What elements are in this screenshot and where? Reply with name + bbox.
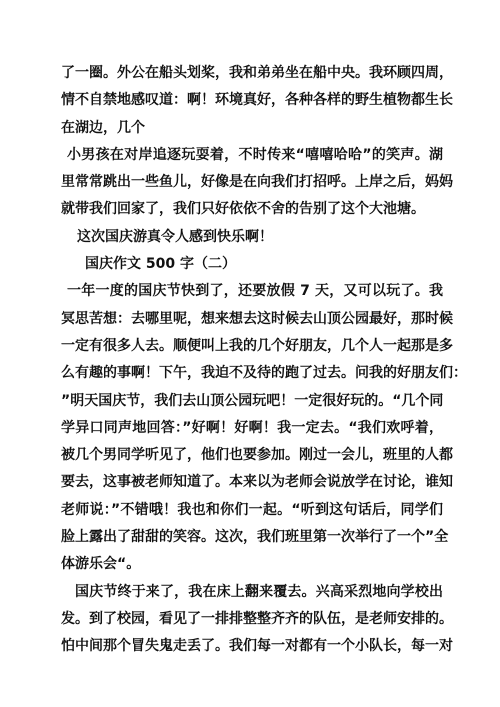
paragraph-line: 小男孩在对岸追逐玩耍着，不时传来“嘻嘻哈哈”的笑声。湖	[67, 146, 443, 163]
paragraph-line: 体游乐会“。	[61, 556, 141, 573]
paragraph-line: 在湖边，几个	[61, 119, 145, 136]
paragraph-line: 要去，这事被老师知道了。本来以为老师会说放学在讨论，谁知	[61, 474, 453, 491]
paragraph-line: 国庆作文 500 字（二）	[85, 256, 236, 273]
paragraph-line: 这次国庆游真令人感到快乐啊！	[77, 228, 273, 245]
paragraph-line: 脸上露出了甜甜的笑容。这次，我们班里第一次举行了一个”全	[61, 529, 449, 546]
paragraph-line: 发。到了校园，看见了一排排整整齐齐的队伍，是老师安排的。	[61, 610, 453, 627]
document-body	[61, 60, 467, 661]
paragraph-line: 一定有很多人去。顺便叫上我的几个好朋友，几个人一起那是多	[61, 337, 453, 354]
paragraph-line: 了一圈。外公在船头划桨，我和弟弟坐在船中央。我环顾四周，	[61, 65, 453, 81]
paragraph-line: 国庆节终于来了，我在床上翻来覆去。兴高采烈地向学校出	[75, 583, 443, 600]
paragraph-line: 情不自禁地感叹道：啊！环境真好，各种各样的野生植物都生长	[61, 92, 453, 109]
paragraph-line: 学异口同声地回答：”好啊！好啊！我一定去。“我们欢呼着，	[61, 419, 443, 436]
paragraph-line: 就带我们回家了，我们只好依依不舍的告别了这个大池塘。	[61, 201, 425, 218]
paragraph-line: 冥思苦想：去哪里呢，想来想去这时候去山顶公园最好，那时候	[61, 310, 453, 327]
paragraph-line: 老师说：”不错哦！我也和你们一起。“听到这句话后，同学们	[61, 501, 443, 518]
paragraph-line: 怕中间那个冒失鬼走丢了。我们每一对都有一个小队长，每一对	[61, 638, 453, 655]
paragraph-line: ”明天国庆节，我们去山顶公园玩吧！一定很好玩的。“几个同	[61, 392, 444, 409]
paragraph-line: 里常常跳出一些鱼儿，好像是在向我们打招呼。上岸之后，妈妈	[61, 174, 453, 191]
paragraph-line: 一年一度的国庆节快到了，还要放假 7 天，又可以玩了。我	[67, 283, 443, 300]
paragraph-line: 么有趣的事啊！下午，我迫不及待的跑了过去。问我的好朋友们：	[61, 365, 467, 382]
paragraph-line: 被几个男同学听见了，他们也要参加。刚过一会儿，班里的人都	[61, 447, 453, 464]
